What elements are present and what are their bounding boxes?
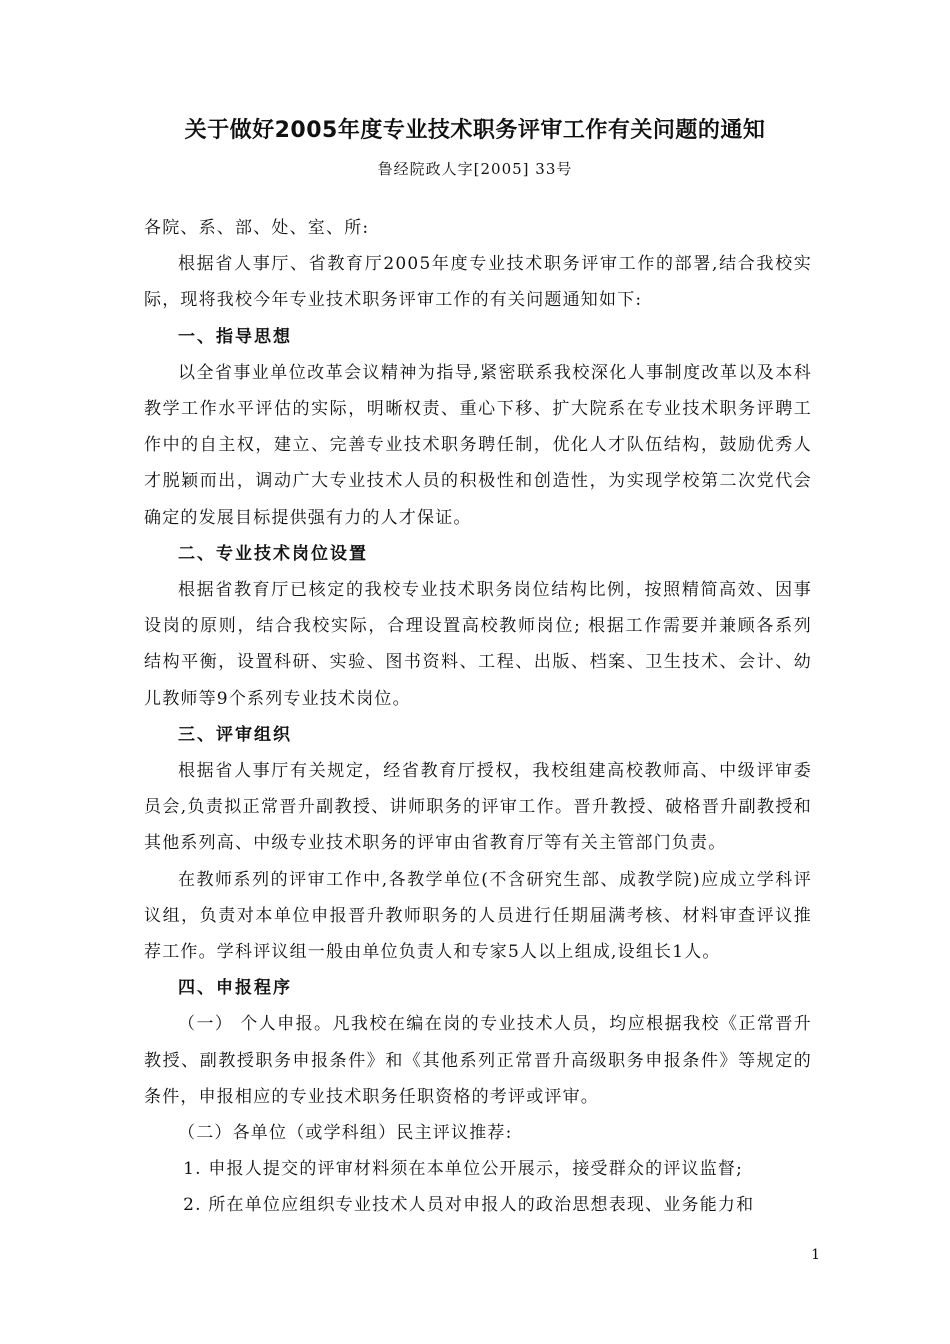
intro-paragraph: 根据省人事厅、省教育厅2005年度专业技术职务评审工作的部署,结合我校实际，现将我校今年专业技术职务评审工作的有关问题通知如下:: [144, 254, 812, 311]
section-paragraph: 在教师系列的评审工作中,各教学单位(不含研究生部、成教学院)应成立学科评议组，负责对本单位申报晋升教师职务的人员进行任期届满考核、材料审查评议推荐工作。学科评议组一般由单位负责人和专家5人以上组成,设组长1人。: [144, 869, 812, 963]
procedure-item: 2. 所在单位应组织专业技术人员对申报人的政治思想表现、业务能力和: [183, 1195, 755, 1216]
document-number: 鲁经院政人字[2005] 33号: [377, 160, 573, 178]
document-title: 关于做好2005年度专业技术职务评审工作有关问题的通知: [184, 118, 766, 143]
procedure-item: 1. 申报人提交的评审材料须在本单位公开展示，接受群众的评议监督;: [183, 1159, 744, 1180]
section-heading-guiding-ideology: 一、指导思想: [178, 326, 292, 347]
section-heading-application-procedure: 四、申报程序: [178, 978, 292, 999]
document-body: [144, 210, 812, 1224]
section-heading-review-organization: 三、评审组织: [178, 724, 292, 745]
section-paragraph: 根据省教育厅已核定的我校专业技术职务岗位结构比例，按照精简高效、因事设岗的原则，结合我校实际，合理设置高校教师岗位; 根据工作需要并兼顾各系列结构平衡，设置科研、实验、图书资料、工程、出版、档案、卫生技术、会计、幼儿教师等9个系列专业技术岗位。: [144, 580, 812, 709]
section-paragraph: 根据省人事厅有关规定，经省教育厅授权，我校组建高校教师高、中级评审委员会,负责拟正常晋升副教授、讲师职务的评审工作。晋升教授、破格晋升副教授和其他系列高、中级专业技术职务的评审由省教育厅等有关主管部门负责。: [144, 761, 812, 854]
page-number: 1: [811, 1247, 820, 1263]
procedure-step-1: （一） 个人申报。凡我校在编在岗的专业技术人员，均应根据我校《正常晋升教授、副教授职务申报条件》和《其他系列正常晋升高级职务申报条件》等规定的条件，申报相应的专业技术职务任职资格的考评或评审。: [144, 1014, 812, 1107]
section-paragraph: 以全省事业单位改革会议精神为指导,紧密联系我校深化人事制度改革以及本科教学工作水平评估的实际，明晰权责、重心下移、扩大院系在专业技术职务评聘工作中的自主权，建立、完善专业技术职务聘任制，优化人才队伍结构，鼓励优秀人才脱颖而出，调动广大专业技术人员的积极性和创造性，为实现学校第二次党代会确定的发展目标提供强有力的人才保证。: [144, 362, 812, 528]
section-heading-post-setup: 二、专业技术岗位设置: [178, 543, 368, 564]
salutation: 各院、系、部、处、室、所:: [144, 218, 370, 238]
procedure-step-2: （二）各单位（或学科组）民主评议推荐:: [178, 1123, 513, 1144]
